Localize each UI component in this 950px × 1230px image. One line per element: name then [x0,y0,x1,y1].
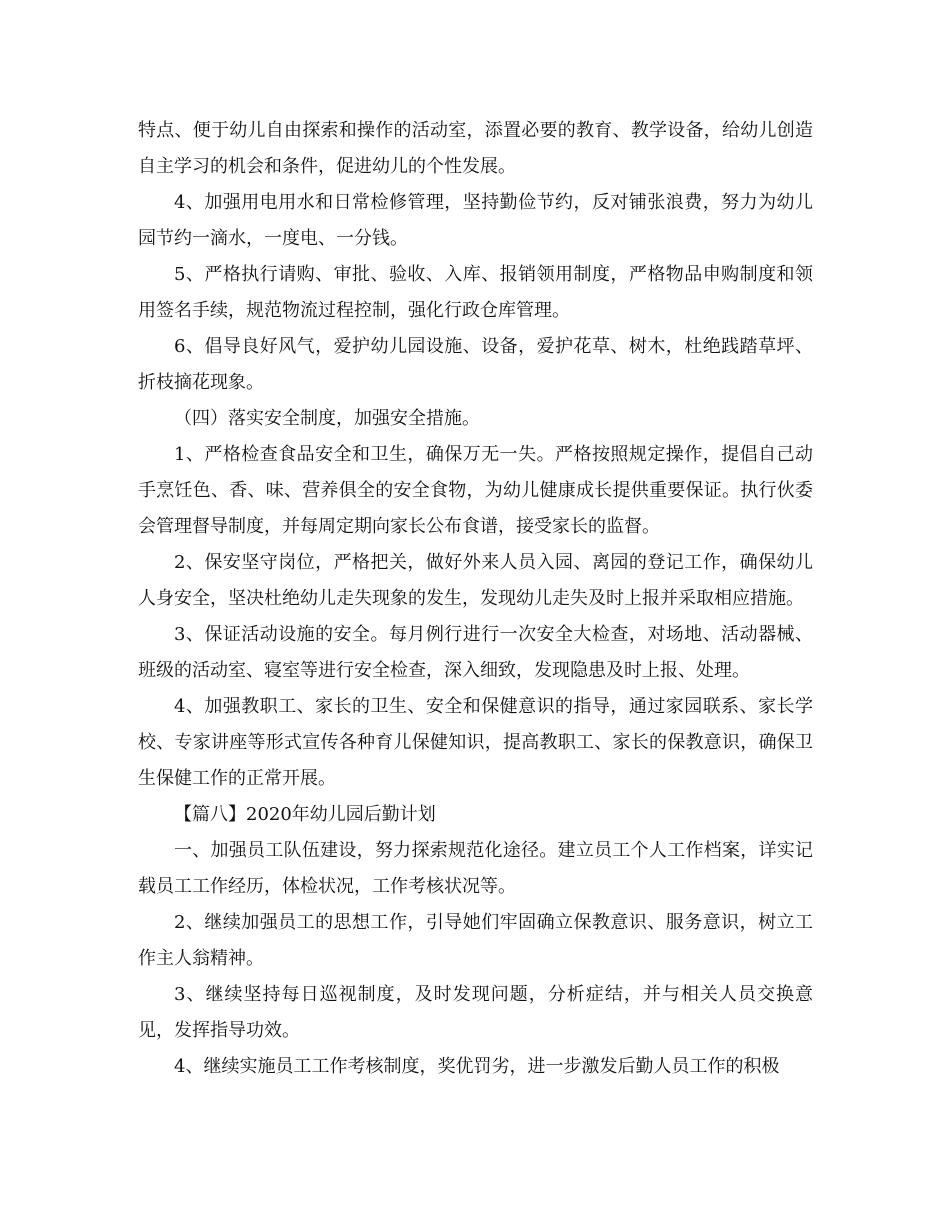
paragraph-13: 3、继续坚持每日巡视制度，及时发现问题，分析症结，并与相关人员交换意见，发挥指导功效。 [138,984,813,1041]
paragraph-7: 2、保安坚守岗位，严格把关，做好外来人员入园、离园的登记工作，确保幼儿人身安全，坚决杜绝幼儿走失现象的发生，发现幼儿走失及时上报并采取相应措施。 [138,552,813,609]
paragraph-14: 4、继续实施员工工作考核制度，奖优罚劣，进一步激发后勤人员工作的积极 [174,1056,780,1077]
section-title: 【篇八】2020年幼儿园后勤计划 [174,804,436,825]
paragraph-12: 2、继续加强员工的思想工作，引导她们牢固确立保教意识、服务意识，树立工作主人翁精神。 [138,912,813,969]
section-heading-4: （四）落实安全制度，加强安全措施。 [174,408,480,429]
paragraph-1: 特点、便于幼儿自由探索和操作的活动室，添置必要的教育、教学设备，给幼儿创造自主学习的机会和条件，促进幼儿的个性发展。 [138,120,813,177]
document-page [138,113,813,1085]
paragraph-4: 6、倡导良好风气，爱护幼儿园设施、设备，爱护花草、树木，杜绝践踏草坪、折枝摘花现象。 [138,336,813,393]
paragraph-9: 4、加强教职工、家长的卫生、安全和保健意识的指导，通过家园联系、家长学校、专家讲座等形式宣传各种育儿保健知识，提高教职工、家长的保教意识，确保卫生保健工作的正常开展。 [138,696,813,789]
paragraph-11: 一、加强员工队伍建设，努力探索规范化途径。建立员工个人工作档案，详实记载员工工作经历，体检状况，工作考核状况等。 [138,840,813,897]
paragraph-8: 3、保证活动设施的安全。每月例行进行一次安全大检查，对场地、活动器械、班级的活动室、寝室等进行安全检查，深入细致，发现隐患及时上报、处理。 [138,624,813,681]
paragraph-6: 1、严格检查食品安全和卫生，确保万无一失。严格按照规定操作，提倡自己动手烹饪色、香、味、营养俱全的安全食物，为幼儿健康成长提供重要保证。执行伙委会管理督导制度，并每周定期向家长公布食谱，接受家长的监督。 [138,444,813,537]
paragraph-3: 5、严格执行请购、审批、验收、入库、报销领用制度，严格物品申购制度和领用签名手续，规范物流过程控制，强化行政仓库管理。 [138,264,813,321]
paragraph-2: 4、加强用电用水和日常检修管理，坚持勤俭节约，反对铺张浪费，努力为幼儿园节约一滴水，一度电、一分钱。 [138,192,813,249]
